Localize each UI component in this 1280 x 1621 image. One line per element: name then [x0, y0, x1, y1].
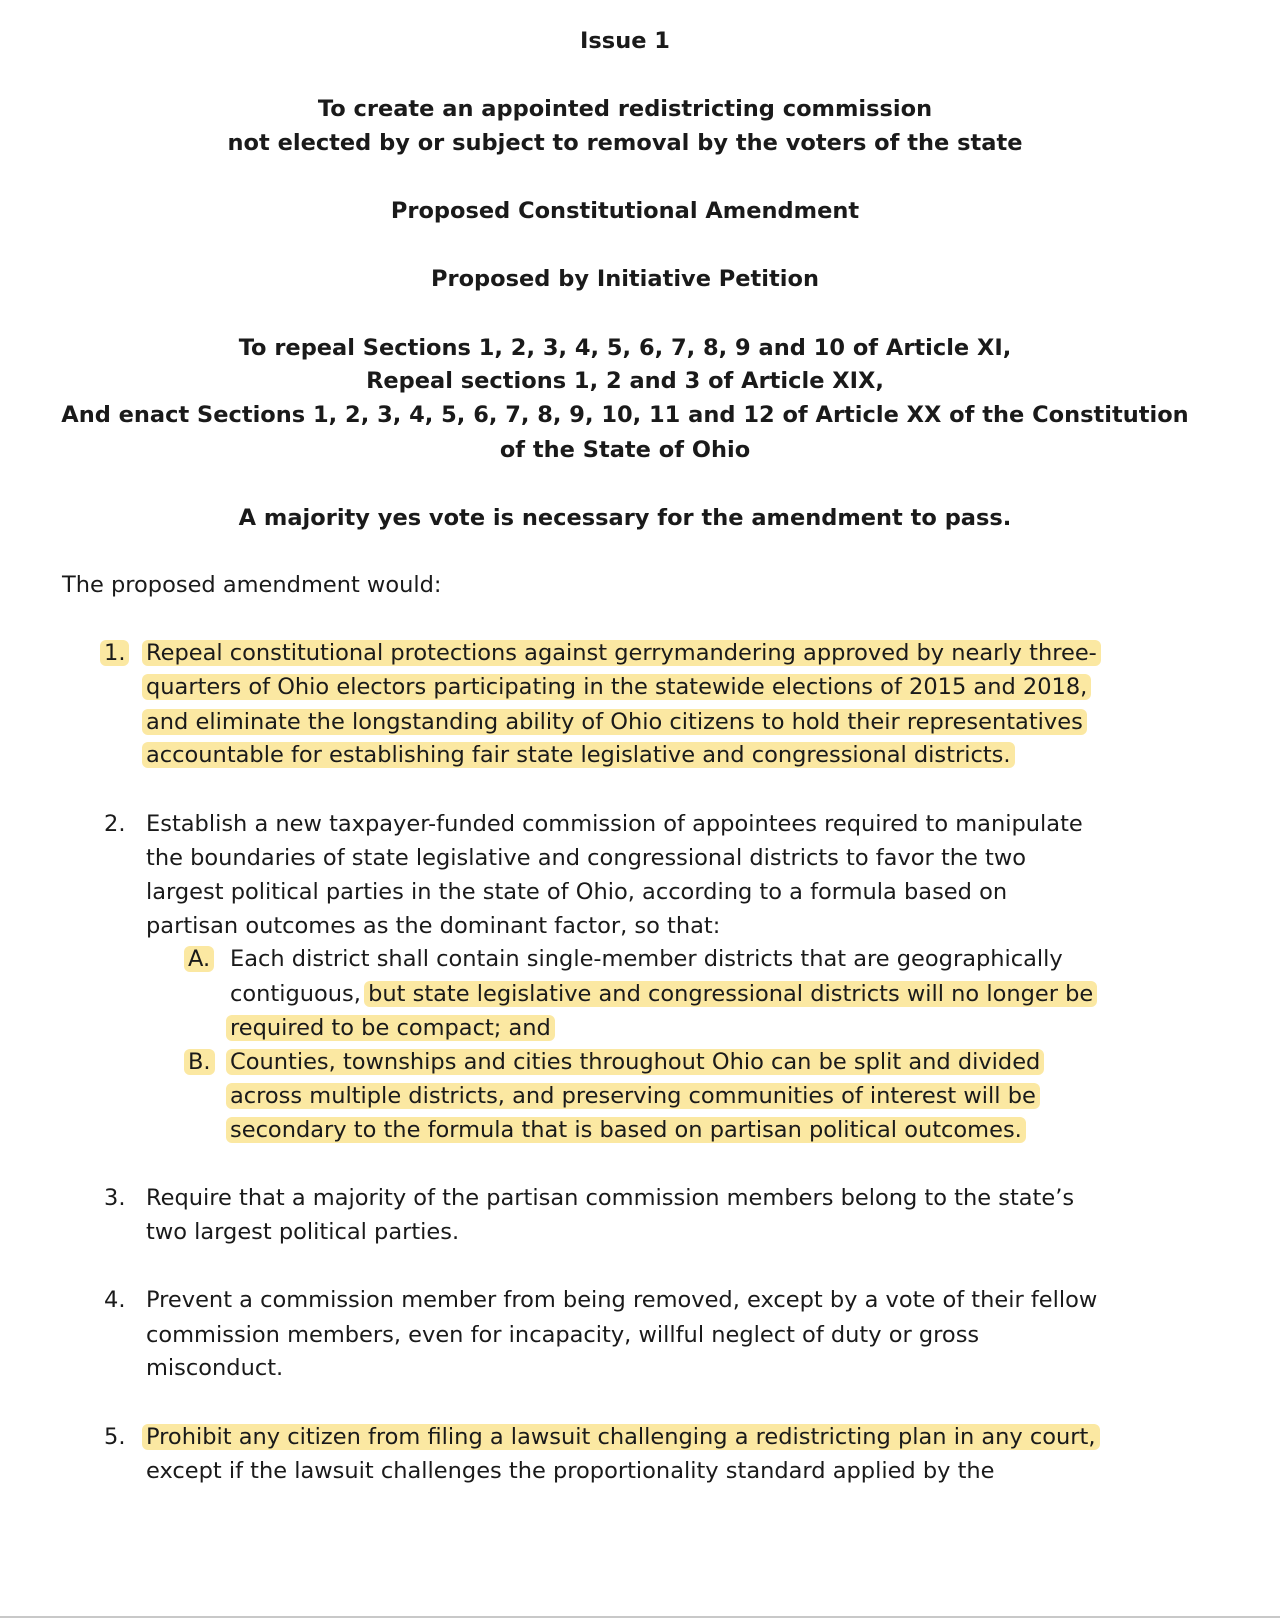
- list-item-line: [146, 705, 1087, 740]
- intro-text: The proposed amendment would:: [62, 572, 442, 598]
- repeal-line-3: And enact Sections 1, 2, 3, 4, 5, 6, 7, 8, 9, 10, 11 and 12 of Article XX of the Constitution: [61, 402, 1189, 428]
- repeal-line-2: Repeal sections 1, 2 and 3 of Article XIX,: [366, 368, 884, 394]
- item-5-line-1: Prohibit any citizen from filing a lawsuit challenging a redistricting plan in any court,: [142, 1424, 1100, 1450]
- subitem-a-line-2-plain: contiguous,: [230, 981, 361, 1007]
- list-item-line: [230, 977, 1097, 1012]
- page-bottom-divider: [0, 1616, 1280, 1618]
- item-1-line-3: and eliminate the longstanding ability of Ohio citizens to hold their representatives: [142, 709, 1087, 735]
- item-3-number: 3.: [104, 1185, 126, 1211]
- title-line-1: To create an appointed redistricting commission: [317, 96, 933, 122]
- item-4-line-3: misconduct.: [146, 1355, 284, 1381]
- repeal-line-1: To repeal Sections 1, 2, 3, 4, 5, 6, 7, 8, 9 and 10 of Article XI,: [238, 335, 1012, 361]
- repeal-line-4: of the State of Ohio: [499, 437, 751, 463]
- item-3-line-1: Require that a majority of the partisan commission members belong to the state’s: [146, 1185, 1075, 1211]
- subitem-b-line-3: secondary to the formula that is based on partisan political outcomes.: [226, 1117, 1026, 1143]
- item-4-number: 4.: [104, 1287, 126, 1313]
- list-number: [104, 636, 129, 671]
- list-item-line: [230, 1045, 1044, 1080]
- item-2-line-3: largest political parties in the state of Ohio, according to a formula based on: [146, 879, 1008, 905]
- issue-heading: Issue 1: [580, 28, 670, 54]
- subitem-b-letter: B.: [184, 1049, 215, 1075]
- subitem-b-line-2: across multiple districts, and preserving communities of interest will be: [226, 1083, 1040, 1109]
- item-2-line-4: partisan outcomes as the dominant factor, so that:: [146, 913, 721, 939]
- amendment-type: Proposed Constitutional Amendment: [390, 198, 860, 224]
- list-item-line: [146, 738, 1015, 773]
- item-1-line-2: quarters of Ohio electors participating in the statewide elections of 2015 and 2018,: [142, 674, 1091, 700]
- list-item-line: [230, 1113, 1026, 1148]
- item-2-number: 2.: [104, 811, 126, 837]
- title-line-2: not elected by or subject to removal by the voters of the state: [227, 130, 1023, 156]
- list-item-line: [146, 670, 1091, 705]
- item-1-number: 1.: [100, 640, 129, 666]
- subitem-a-line-2-highlight: but state legislative and congressional districts will no longer be: [364, 981, 1097, 1007]
- subitem-a-letter: A.: [184, 946, 214, 972]
- list-number: [188, 1045, 215, 1080]
- list-number: [188, 942, 214, 977]
- list-item-line: [146, 636, 1101, 671]
- item-3-line-2: two largest political parties.: [146, 1219, 460, 1245]
- item-2-line-2: the boundaries of state legislative and congressional districts to favor the two: [146, 845, 1027, 871]
- list-item-line: [146, 1420, 1100, 1455]
- item-5-line-2: except if the lawsuit challenges the proportionality standard applied by the: [146, 1458, 995, 1484]
- proposer: Proposed by Initiative Petition: [431, 266, 819, 292]
- item-2-line-1: Establish a new taxpayer-funded commission of appointees required to manipulate: [146, 811, 1083, 837]
- subitem-a-line-1: Each district shall contain single-member districts that are geographically: [230, 946, 1063, 972]
- subitem-b-line-1: Counties, townships and cities throughout Ohio can be split and divided: [226, 1049, 1044, 1075]
- subitem-a-line-3-highlight: required to be compact; and: [226, 1015, 555, 1041]
- majority-note: A majority yes vote is necessary for the amendment to pass.: [238, 505, 1012, 531]
- item-4-line-2: commission members, even for incapacity, willful neglect of duty or gross: [146, 1322, 980, 1348]
- list-item-line: [230, 1011, 555, 1046]
- item-1-line-1: Repeal constitutional protections against gerrymandering approved by nearly three-: [142, 640, 1101, 666]
- item-4-line-1: Prevent a commission member from being removed, except by a vote of their fellow: [146, 1287, 1098, 1313]
- list-item-line: [230, 1079, 1040, 1114]
- item-5-number: 5.: [104, 1424, 126, 1450]
- item-1-line-4: accountable for establishing fair state legislative and congressional districts.: [142, 742, 1015, 768]
